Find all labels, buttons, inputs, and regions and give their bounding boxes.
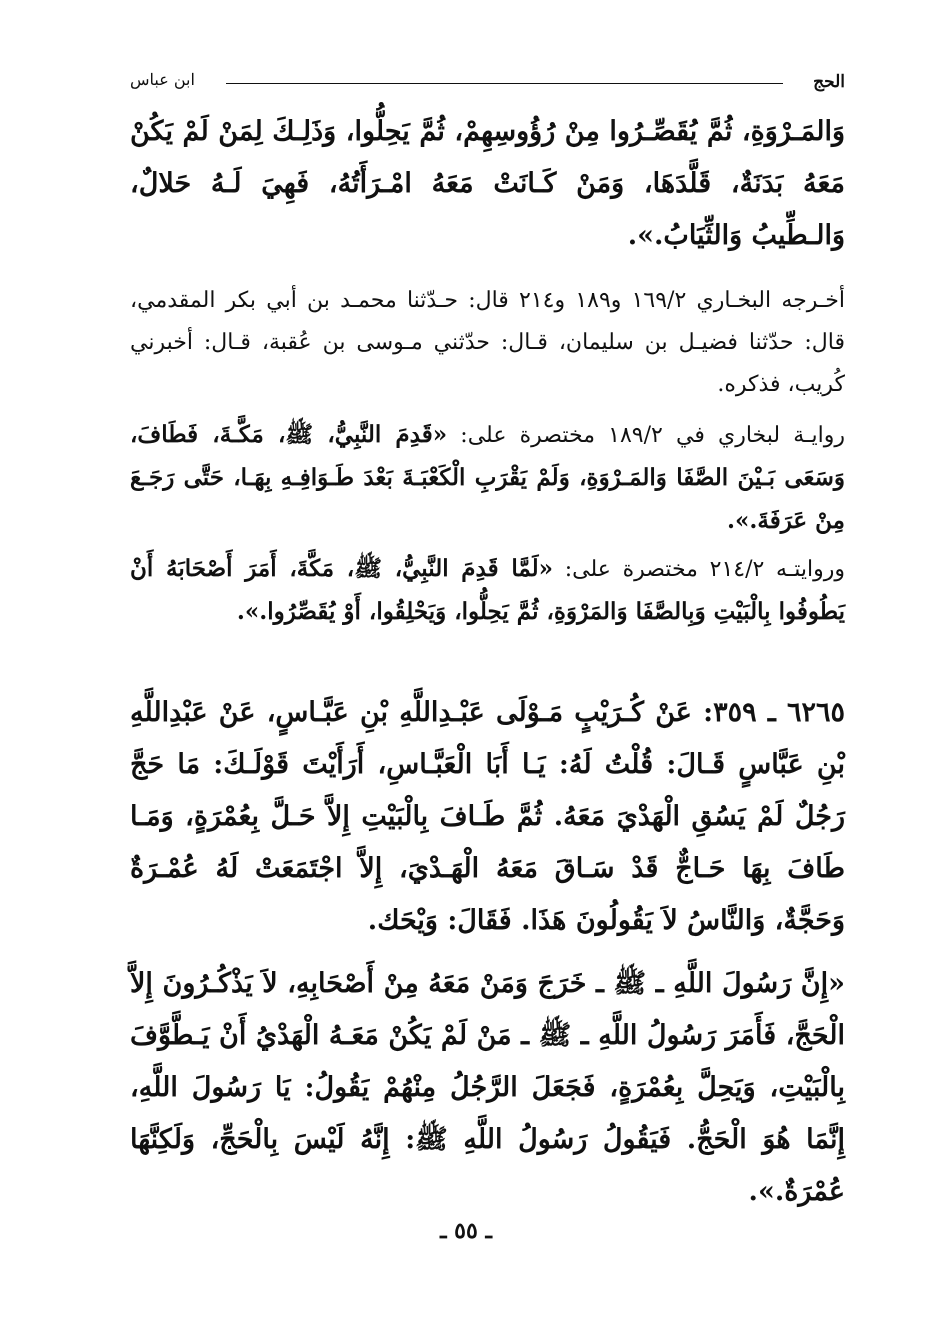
page-number: ـ ٥٥ ـ xyxy=(440,1218,492,1244)
riwaya-note-intro: روايـة لبخاري في ١٨٩/٢ مختصرة على: xyxy=(447,423,845,448)
header-rule xyxy=(226,83,783,84)
hadith-text-continuation: وَالمَـرْوَةِ، ثُمَّ يُقَصِّـرُوا مِنْ رُؤُوسِهِمْ، ثُمَّ يَحِلُّوا، وَذَلِـكَ لِمَنْ لَمْ يَكُنْ مَعَهُ بَدَنَةٌ، قَلَّدَهَا، وَمَنْ كَـانَتْ مَعَهُ امْـرَأَتُهُ، فَهِيَ لَـهُ حَلالٌ، وَالـطِّيبُ وَالثِّيَابُ.». xyxy=(130,116,845,251)
book-title: ابن عباس xyxy=(130,70,195,89)
hadith-6265-answer: «إِنَّ رَسُولَ اللَّهِ ـ ﷺ ـ خَرَجَ وَمَنْ مَعَهُ مِنْ أَصْحَابِهِ، لاَ يَذْكُـرُونَ إِلاَّ الْحَجَّ، فَأَمَرَ رَسُولُ اللَّهِ ـ ﷺ ـ مَنْ لَمْ يَكُنْ مَعَـهُ الْهَدْيُ أَنْ يَـطَّوَّفَ بِالْبَيْتِ، وَيَحِلَّ بِعُمْرَةٍ، فَجَعَلَ الرَّجُلُ مِنْهُمْ يَقُولُ: يَا رَسُولَ اللَّهِ، إِنَّمَا هُوَ الْحَجُّ. فَيَقُولُ رَسُولُ اللَّهِ ﷺ: إِنَّهُ لَيْسَ بِالْحَجِّ، وَلَكِنَّهَا عُمْرَةٌ.». xyxy=(130,968,845,1207)
riwaya-note-intro: وروايتـه ٢١٤/٢ مختصرة على: xyxy=(553,557,846,582)
riwaya-note-189 xyxy=(130,414,845,543)
riwaya-note-214 xyxy=(130,548,845,634)
riwaya-note-quote: «قَدِمَ النَّبِيُّ، ﷺ، مَكَّـةَ، فَطَافَ، وَسَعَى بَـيْنَ الصَّفَا وَالمَـرْوَةِ، وَلَمْ يَقْرَبِ الْكَعْبَـةَ بَعْدَ طَـوَافِـهِ بِهَـا، حَتَّى رَجَـعَ مِنْ عَرَفَةَ.». xyxy=(130,421,845,534)
chapter-title: الحج xyxy=(813,72,845,92)
running-header xyxy=(130,66,845,92)
riwaya-note-quote: «لَمَّا قَدِمَ النَّبِيُّ، ﷺ، مَكَّةَ، أَمَرَ أَصْحَابَهُ أَنْ يَطُوفُوا بِالْبَيْتِ وَبِالصَّفَا وَالمَرْوَةِ، ثُمَّ يَحِلُّوا، وَيَحْلِقُوا، أَوْ يُقَصِّرُوا.». xyxy=(130,555,845,625)
takhrij-note: أخـرجه البخـاري ١٦٩/٢ و١٨٩ و٢١٤ قال: حـدّثنا محمـد بن أبي بكر المقدمي، قال: حدّثنا فضيـل بن سليمان، قـال: حدّثني مـوسى بن عُقبة، قـال: أخبرني كُريب، فذكره. xyxy=(130,288,846,397)
hadith-6265: ٦٢٦٥ ـ ٣٥٩: عَنْ كُـرَيْبٍ مَـوْلَى عَبْـدِاللَّهِ بْنِ عَبَّـاسٍ، عَنْ عَبْدِاللَّهِ بْنِ عَبَّاسٍ قَـالَ: قُلْتُ لَهُ: يَـا أَبَا الْعَبَّـاسِ، أَرَأَيْتَ قَوْلَـكَ: مَا حَجَّ رَجُلٌ لَمْ يَسُقِ الْهَدْيَ مَعَهُ. ثُمَّ طَـافَ بِالْبَيْتِ إِلاَّ حَـلَّ بِعُمْرَةٍ، وَمَـا طَافَ بِهَا حَـاجٌّ قَدْ سَـاقَ مَعَهُ الْهَـدْيَ، إِلاَّ اجْتَمَعَتْ لَهُ عُمْـرَةٌ وَحَجَّةٌ، وَالنَّاسُ لاَ يَقُولُونَ هَذَا. فَقَالَ: وَيْحَك. xyxy=(130,697,845,936)
